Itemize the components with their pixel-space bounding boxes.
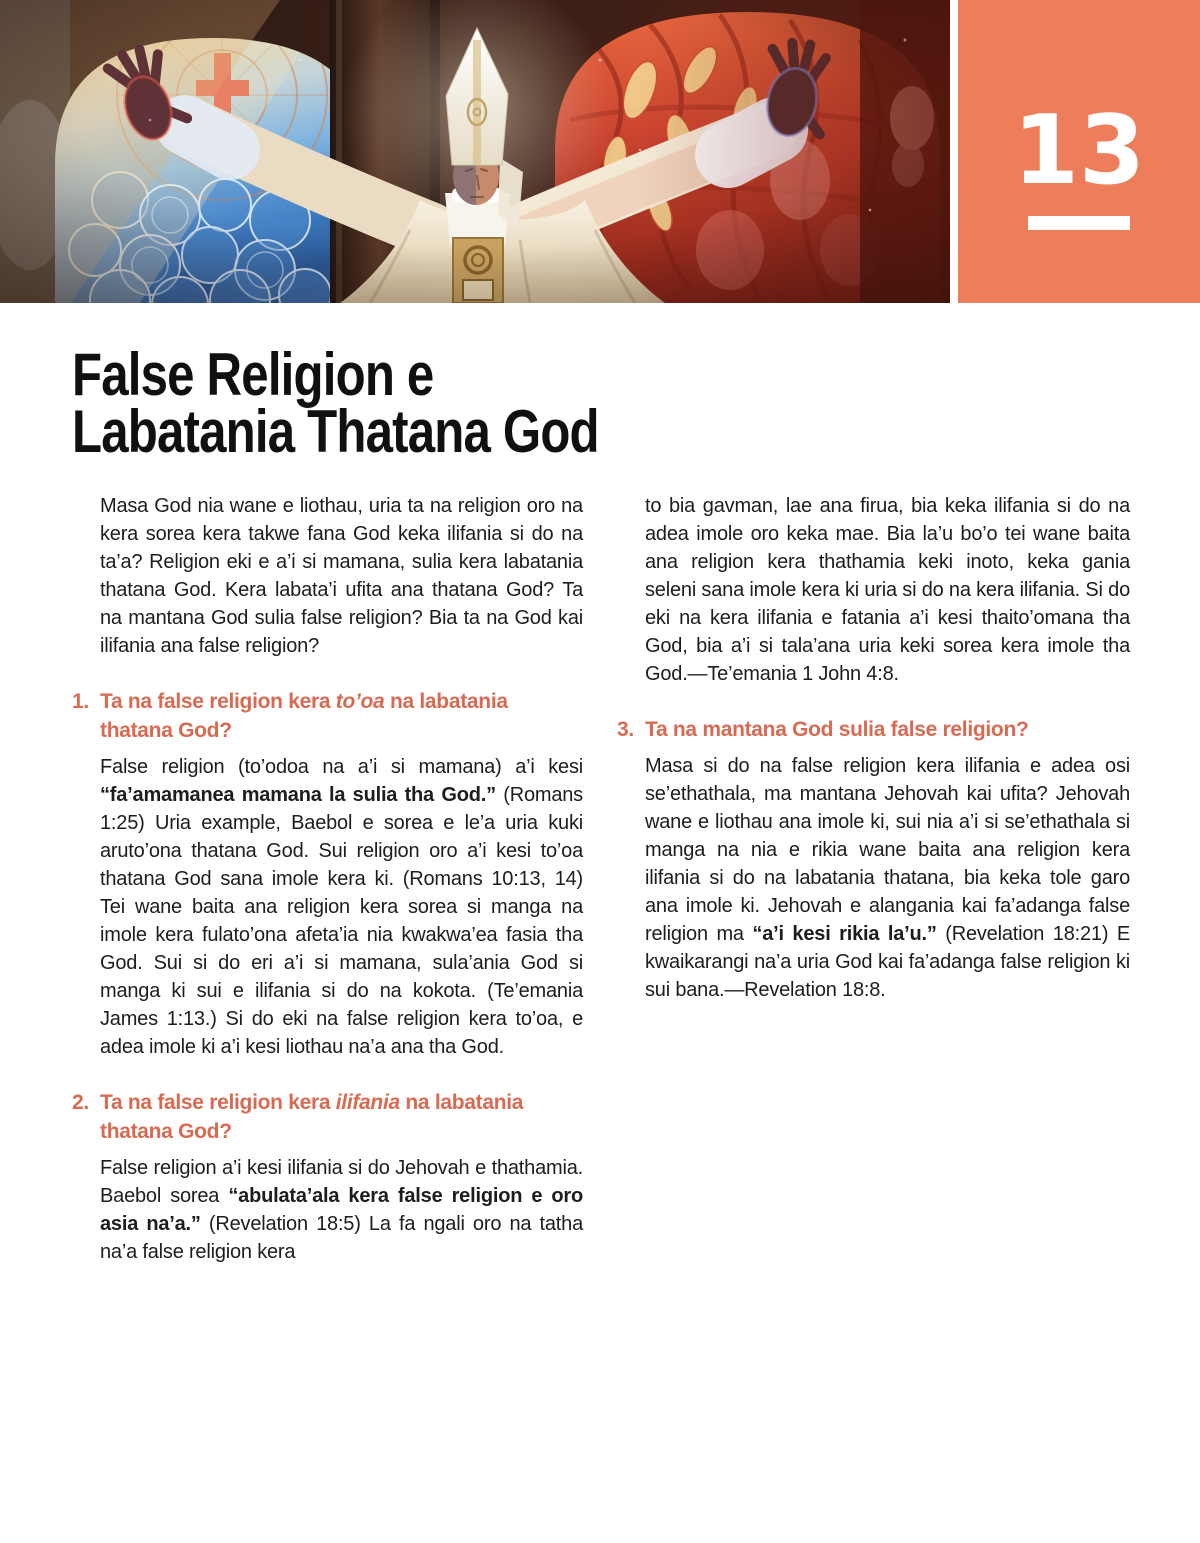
header-photo-bishop-stained-glass (0, 0, 950, 303)
question-1-number: 1. (72, 690, 89, 713)
lesson-number: 13 (1012, 95, 1146, 206)
question-3-paragraph (645, 752, 1130, 1004)
heading-text-segment: na labatania thatana God? (100, 690, 508, 742)
heading-text-segment: Ta na false religion kera (100, 690, 336, 713)
lesson-number-badge (958, 0, 1200, 303)
question-2-paragraph (100, 1154, 583, 1266)
paragraph-text-segment: (Revelation 18:21) E kwaikarangi na’a uria God kai fa’adanga false religion ki sui bana.—Revelation 18:8. (645, 923, 1131, 1001)
left-column (72, 492, 583, 1266)
question-3-number: 3. (617, 718, 634, 741)
question-1-heading (72, 687, 583, 745)
question-1-heading-text (100, 690, 508, 742)
question-3-heading-text (645, 718, 1029, 741)
question-1-paragraph (100, 753, 583, 1061)
heading-text-segment: na labatania thatana God? (100, 1091, 524, 1143)
lesson-number-underline (1028, 216, 1130, 230)
question-3-heading (617, 715, 1130, 744)
heading-italic-segment: ilifania (335, 1091, 400, 1114)
paragraph-text-segment: (Romans 1:25) Uria example, Baebol e sorea e le’a uria kuki aruto’ona thatana God. Sui religion oro a’i kesi to’oa thatana God sana imole kera ki. (Romans 10:13, 14) Tei wane baita ana religion kera sorea si manga na imole kera fulato’ona afeta’ia nia kwakwa’ea fasia tha God. Sui si do eri a’i si mamana, sula’ania God si manga ki sui e ilifania si do na kokota. (Te’emania James 1:13.) Si do eki na false religion kera to’oa, e adea imole ki a’i kesi liothau na’a ana tha God. (100, 784, 583, 1058)
heading-text-segment: Ta na false religion kera (100, 1091, 336, 1114)
intro-paragraph: Masa God nia wane e liothau, uria ta na religion oro na kera sorea kera takwe fana God keka ilifania si do na ta’a? Religion eki e a’i si mamana, sulia kera labatania thatana God. Kera labata’i ufita ana thatana God? Ta na mantana God sulia false religion? Bia ta na God kai ilifania ana false religion? (100, 495, 583, 657)
right-column (617, 492, 1130, 1266)
bible-quote-bold: “abulata’ala kera false religion e oro asia na’a.” (100, 1185, 583, 1235)
paragraph-text-segment: False religion (to’odoa na a’i si mamana) a’i kesi (100, 756, 583, 778)
paragraph-text-segment: False religion a’i kesi ilifania si do Jehovah e thathamia. Baebol sorea (100, 1157, 583, 1207)
heading-italic-segment: to’oa (335, 690, 385, 713)
heading-text-segment: Ta na mantana God sulia false religion? (645, 718, 1029, 741)
title-line-2: Labatania Thatana God (72, 398, 599, 465)
question-2-heading-text (100, 1091, 523, 1143)
paragraph-text-segment: (Revelation 18:5) La fa ngali oro na tatha na’a false religion kera (100, 1213, 583, 1263)
title-line-1: False Religion e (72, 341, 434, 408)
content-columns (72, 492, 1130, 1266)
page-title (72, 341, 714, 465)
question-2-heading (72, 1088, 583, 1146)
paragraph-text-segment: Masa si do na false religion kera ilifania e adea osi se’ethathala, ma mantana Jehovah kai ufita? Jehovah wane e liothau ana imole ki, sui nia a’i si se’ethathala si manga na nia e rikia wane baita ana religion kera ilifania si do na labatania thatana, bia keka tole garo ana imole ki. Jehovah e alangania kai fa’adanga false religion ma (645, 755, 1130, 945)
question-2-paragraph-continued: to bia gavman, lae ana firua, bia keka ilifania si do na adea imole oro keka mae. Bia la’u bo’o tei wane baita ana religion kera thathamia keki inoto, keka gania seleni sana imole kera ki uria si do na kera ilifania. Si do eki na kera ilifania e fatania a’i kesi thaito’omana tha God, bia a’i si tala’ana uria keki sorea kera imole tha God.—Te’emania 1 John 4:8. (645, 495, 1130, 685)
bible-quote-bold: “a’i kesi rikia la’u.” (752, 923, 937, 945)
question-2-number: 2. (72, 1091, 89, 1114)
bible-quote-bold: “fa’amamanea mamana la sulia tha God.” (100, 784, 496, 806)
